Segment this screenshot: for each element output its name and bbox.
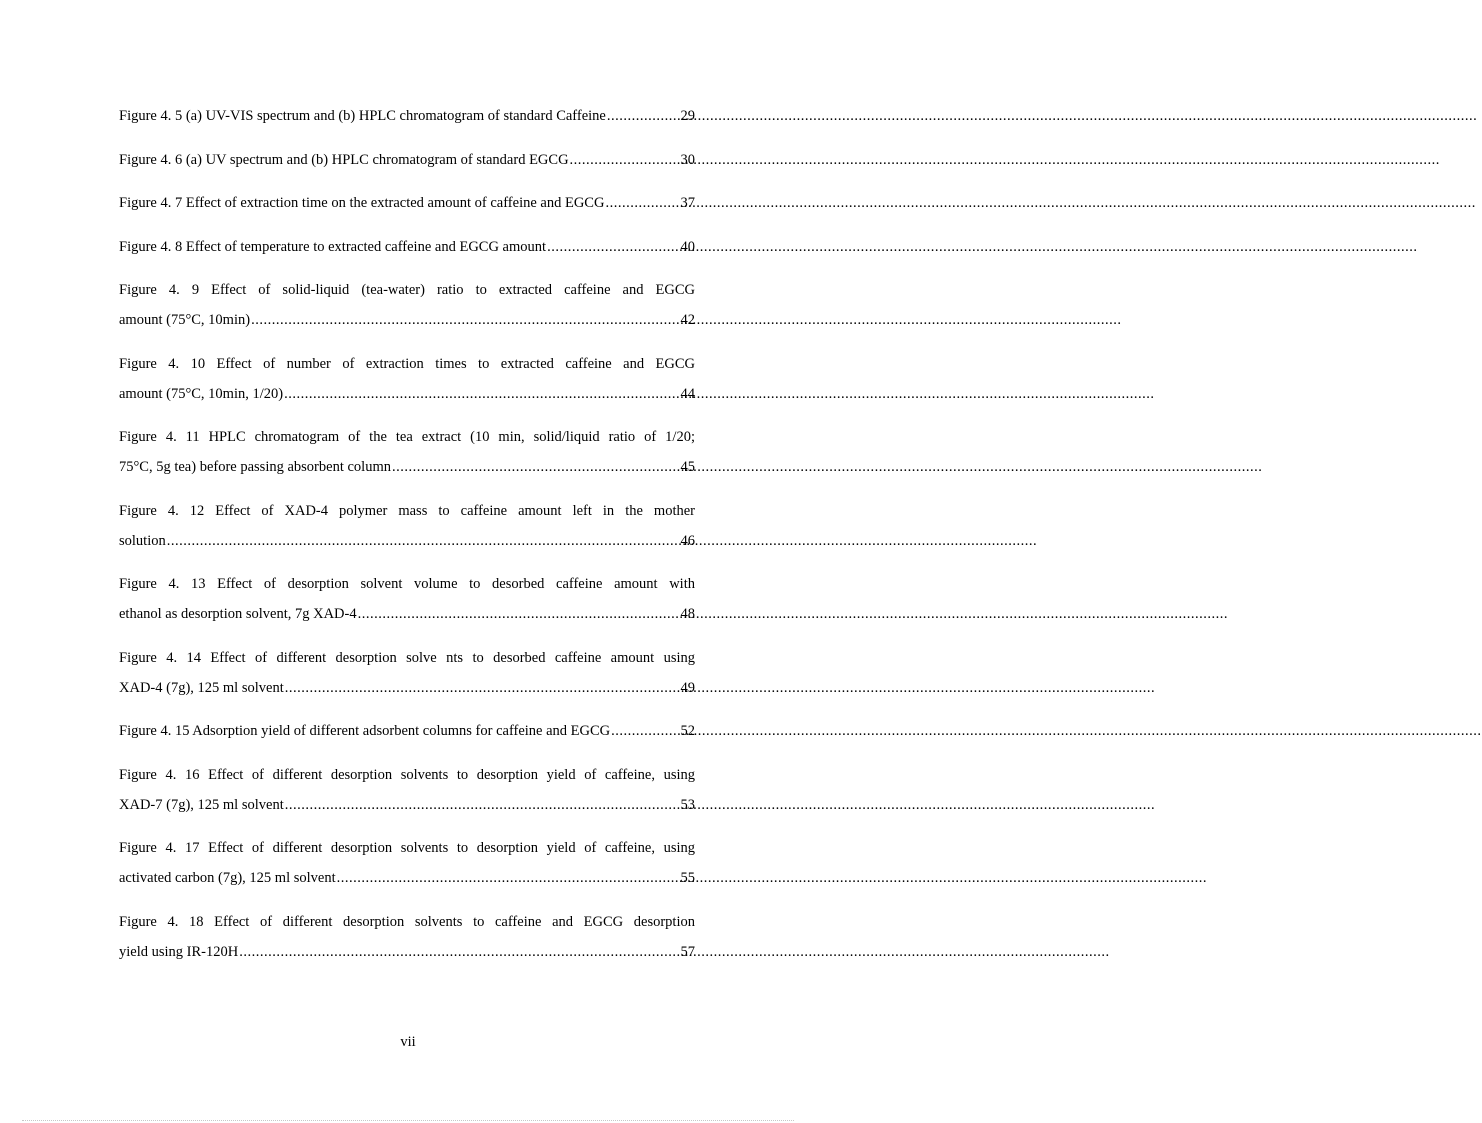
- entry-page-number: 45: [680, 459, 695, 475]
- toc-entry[interactable]: [119, 349, 695, 409]
- toc-entry[interactable]: [119, 275, 695, 335]
- dot-leader: [337, 863, 680, 893]
- dot-leader: [239, 937, 679, 967]
- entry-page-number: 55: [680, 870, 695, 886]
- toc-entry[interactable]: [119, 569, 695, 629]
- entry-caption-line2: ethanol as desorption solvent, 7g XAD-4: [119, 606, 357, 622]
- toc-entry[interactable]: [119, 907, 695, 967]
- entry-caption-line2: amount (75°C, 10min): [119, 312, 251, 328]
- entry-page-number: 48: [680, 606, 695, 622]
- dot-leader: [284, 379, 679, 409]
- toc-entry[interactable]: [119, 145, 695, 175]
- dot-leader: [358, 599, 680, 629]
- entry-caption: Figure 4. 5 (a) UV-VIS spectrum and (b) HPLC chromatogram of standard Caffeine: [119, 108, 606, 124]
- entry-caption-line1: Figure 4. 13 Effect of desorption solvent volume to desorbed caffeine amount with: [119, 576, 695, 592]
- toc-entry[interactable]: [119, 833, 695, 893]
- entry-caption-line1: Figure 4. 18 Effect of different desorption solvents to caffeine and EGCG desorption: [119, 913, 695, 930]
- entry-page-number: 40: [680, 238, 695, 255]
- entry-caption-line2: XAD-7 (7g), 125 ml solvent: [119, 796, 284, 813]
- entry-caption-line1: Figure 4. 10 Effect of number of extraction times to extracted caffeine and EGCG: [119, 355, 695, 372]
- entry-caption-line2: XAD-4 (7g), 125 ml solvent: [119, 679, 284, 696]
- toc-entry[interactable]: [119, 643, 695, 703]
- entry-caption-line2: activated carbon (7g), 125 ml solvent: [119, 870, 336, 886]
- entry-caption: Figure 4. 7 Effect of extraction time on the extracted amount of caffeine and EGCG: [119, 195, 605, 211]
- entry-page-number: 57: [680, 943, 695, 960]
- entry-caption: Figure 4. 15 Adsorption yield of different adsorbent columns for caffeine and EGCG: [119, 723, 611, 739]
- list-of-figures: [119, 101, 695, 980]
- dot-leader: [285, 790, 680, 820]
- toc-entry[interactable]: [119, 496, 695, 556]
- entry-page-number: 49: [680, 679, 695, 696]
- entry-page-number: 46: [680, 532, 695, 549]
- dot-leader: [392, 452, 680, 482]
- dot-leader: [251, 305, 679, 335]
- entry-caption-line1: Figure 4. 11 HPLC chromatogram of the tea extract (10 min, solid/liquid ratio of 1/20;: [119, 429, 695, 445]
- entry-caption-line1: Figure 4. 9 Effect of solid-liquid (tea-water) ratio to extracted caffeine and EGCG: [119, 282, 695, 298]
- entry-page-number: 53: [680, 796, 695, 813]
- entry-page-number: 29: [680, 108, 695, 124]
- dot-leader: [285, 673, 680, 703]
- entry-caption: Figure 4. 8 Effect of temperature to extracted caffeine and EGCG amount: [119, 238, 547, 255]
- toc-entry[interactable]: [119, 422, 695, 482]
- entry-caption-line1: Figure 4. 12 Effect of XAD-4 polymer mass to caffeine amount left in the mother: [119, 502, 695, 519]
- toc-entry[interactable]: [119, 188, 695, 218]
- entry-caption-line2: 75°C, 5g tea) before passing absorbent column: [119, 459, 391, 475]
- entry-page-number: 37: [680, 195, 695, 211]
- page-bottom-divider: [22, 1120, 794, 1121]
- dot-leader: [605, 188, 679, 218]
- entry-caption-line2: yield using IR-120H: [119, 943, 239, 960]
- entry-page-number: 52: [680, 723, 695, 739]
- entry-caption-line1: Figure 4. 14 Effect of different desorption solve nts to desorbed caffeine amount using: [119, 649, 695, 666]
- entry-page-number: 42: [680, 312, 695, 328]
- entry-page-number: 44: [680, 385, 695, 402]
- dot-leader: [570, 145, 680, 175]
- entry-caption-line1: Figure 4. 16 Effect of different desorption solvents to desorption yield of caffeine, using: [119, 766, 695, 783]
- dot-leader: [167, 526, 680, 556]
- dot-leader: [607, 101, 680, 131]
- page-number: vii: [400, 1034, 416, 1050]
- toc-entry[interactable]: [119, 760, 695, 820]
- toc-entry[interactable]: [119, 232, 695, 262]
- dot-leader: [611, 716, 679, 746]
- entry-caption: Figure 4. 6 (a) UV spectrum and (b) HPLC chromatogram of standard EGCG: [119, 151, 569, 168]
- entry-caption-line2: solution: [119, 532, 166, 549]
- toc-entry[interactable]: [119, 101, 695, 131]
- entry-page-number: 30: [680, 151, 695, 168]
- entry-caption-line1: Figure 4. 17 Effect of different desorption solvents to desorption yield of caffeine, using: [119, 840, 695, 856]
- toc-entry[interactable]: [119, 716, 695, 746]
- dot-leader: [547, 232, 679, 262]
- entry-caption-line2: amount (75°C, 10min, 1/20): [119, 385, 284, 402]
